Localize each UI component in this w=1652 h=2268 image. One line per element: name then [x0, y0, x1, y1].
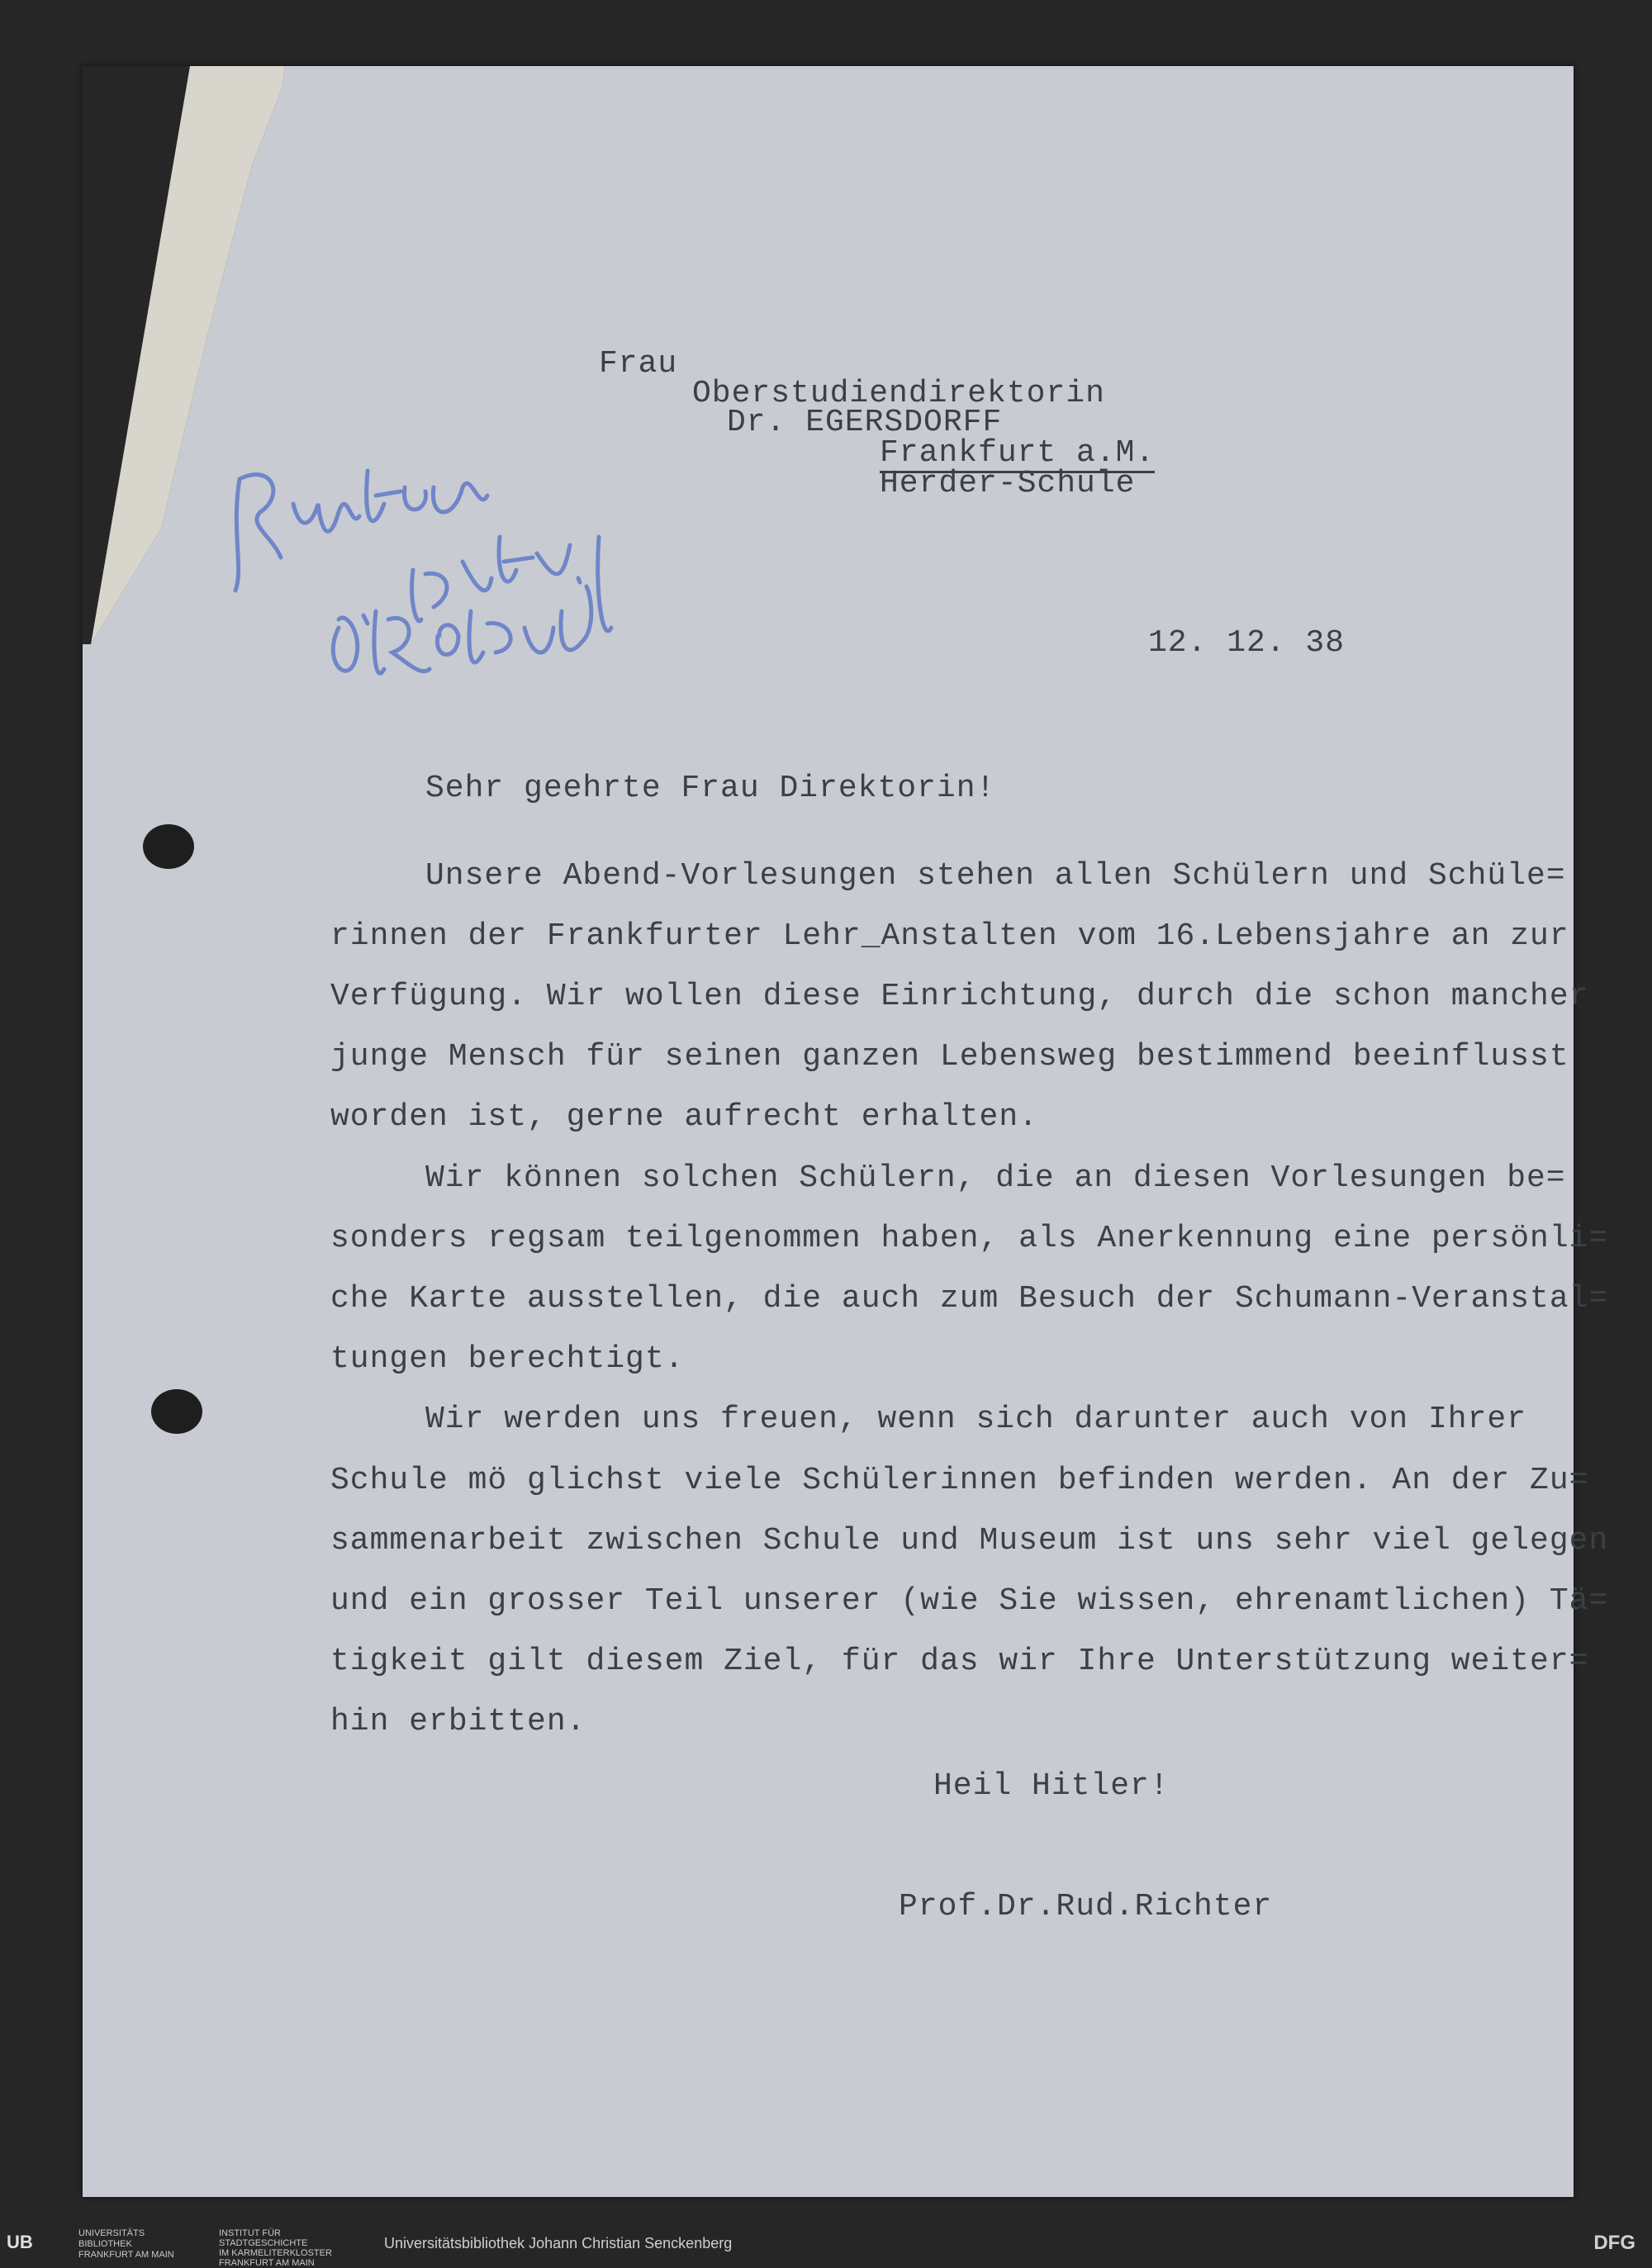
- ub-logo-text: [78, 2228, 174, 2261]
- institute-text-line: INSTITUT FÜR: [219, 2228, 281, 2238]
- ub-text-line: UNIVERSITÄTS: [78, 2228, 145, 2238]
- body-line: und ein grosser Teil unserer (wie Sie wissen, ehrenamtlichen) Tä=: [330, 1583, 1609, 1619]
- dfg-logo: DFG: [1593, 2232, 1635, 2254]
- body-line: che Karte ausstellen, die auch zum Besuch der Schumann-Veranstal=: [330, 1281, 1609, 1317]
- body-line: Unsere Abend-Vorlesungen stehen allen Schülern und Schüle=: [425, 858, 1566, 894]
- body-line: tungen berechtigt.: [330, 1341, 685, 1377]
- body-line: Wir können solchen Schülern, die an diesen Vorlesungen be=: [425, 1160, 1566, 1196]
- ub-text-line: BIBLIOTHEK: [78, 2239, 132, 2249]
- punch-hole-bottom: [151, 1389, 202, 1434]
- body-line: worden ist, gerne aufrecht erhalten.: [330, 1099, 1038, 1135]
- letter-date: 12. 12. 38: [1148, 625, 1346, 661]
- institute-text-line: IM KARMELITERKLOSTER: [219, 2248, 332, 2258]
- body-line: Verfügung. Wir wollen diese Einrichtung, durch die schon mancher: [330, 979, 1589, 1014]
- ub-text-line: FRANKFURT AM MAIN: [78, 2250, 174, 2260]
- body-line: Schule mö glichst viele Schülerinnen befinden werden. An der Zu=: [330, 1463, 1589, 1498]
- signature: Prof.Dr.Rud.Richter: [899, 1889, 1273, 1924]
- address-line-school: Herder-Schule: [880, 466, 1136, 501]
- library-name: Universitätsbibliothek Johann Christian Senckenberg: [384, 2235, 733, 2251]
- address-line-name: Dr. EGERSDORFF: [727, 405, 1003, 440]
- ub-logo: UB: [7, 2232, 33, 2252]
- closing: Heil Hitler!: [933, 1768, 1170, 1804]
- archive-footer-bar: [0, 2222, 1652, 2266]
- body-line: junge Mensch für seinen ganzen Lebensweg bestimmend beeinflusst: [330, 1039, 1569, 1075]
- institute-text-line: STADTGESCHICHTE: [219, 2238, 308, 2248]
- institute-text-line: FRANKFURT AM MAIN: [219, 2258, 315, 2268]
- address-line-title: Oberstudiendirektorin: [692, 376, 1105, 411]
- body-line: tigkeit gilt diesem Ziel, für das wir Ihre Unterstützung weiter=: [330, 1644, 1589, 1679]
- body-line: sammenarbeit zwischen Schule und Museum ist uns sehr viel gelegen: [330, 1523, 1609, 1559]
- address-line-city: Frankfurt a.M.: [880, 438, 1155, 473]
- body-line: rinnen der Frankfurter Lehr_Anstalten vom 16.Lebensjahre an zur: [330, 918, 1569, 954]
- body-line: sonders regsam teilgenommen haben, als Anerkennung eine persönli=: [330, 1221, 1609, 1256]
- address-line-frau: Frau: [599, 346, 678, 382]
- institute-logo-text: [219, 2228, 332, 2268]
- salutation: Sehr geehrte Frau Direktorin!: [425, 771, 996, 806]
- punch-hole-top: [143, 824, 194, 869]
- body-line: Wir werden uns freuen, wenn sich darunter auch von Ihrer: [425, 1402, 1527, 1437]
- body-line: hin erbitten.: [330, 1704, 586, 1739]
